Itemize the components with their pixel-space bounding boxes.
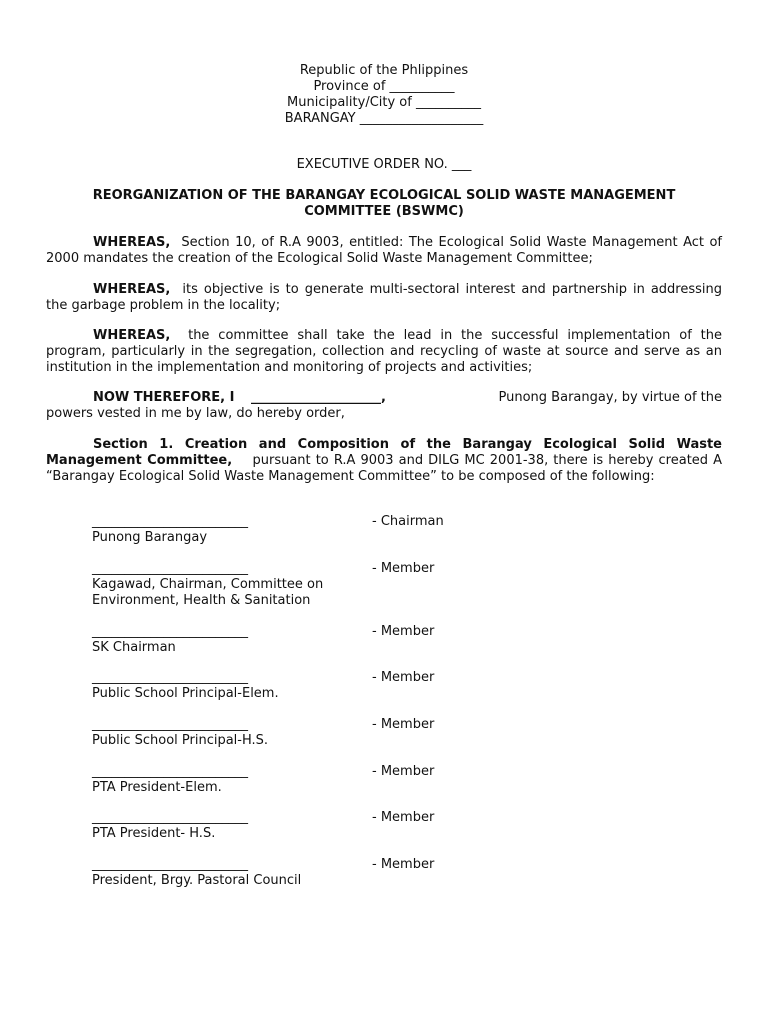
whereas-text-2: its objective is to generate multi-sectoral interest and partnership in addressing the garbage problem in the locality; [46,282,722,313]
now-therefore-line-1 [46,390,722,406]
header-municipality: Municipality/City of __________ [287,95,481,110]
member-role: - Chairman [372,514,444,529]
subject-line-1: REORGANIZATION OF THE BARANGAY ECOLOGICAL SOLID WASTE MANAGEMENT [92,188,676,203]
whereas-lead-1: WHEREAS, [93,235,171,250]
member-title: President, Brgy. Pastoral Council [92,873,302,888]
now-therefore-text-1: Punong Barangay, by virtue of the [498,390,722,405]
whereas-lead-3: WHEREAS, [93,328,171,343]
member-title: PTA President-Elem. [92,780,222,795]
member-title: Public School Principal-Elem. [92,686,279,701]
now-therefore-text-2: powers vested in me by law, do hereby order, [46,406,345,421]
punong-barangay-blank: ____________________, [250,390,386,405]
section-1-text: pursuant to R.A 9003 and DILG MC 2001-38, there is hereby created A “Barangay Ecological Solid Waste Management Committee” to be composed of the following: [46,453,723,484]
member-title: Punong Barangay [92,530,208,545]
whereas-paragraph-2 [46,282,722,314]
member-role: - Member [372,764,435,779]
whereas-paragraph-1 [46,235,722,267]
header-barangay: BARANGAY ___________________ [284,111,484,126]
signature-line: ________________________ [92,764,248,779]
signature-line: ________________________ [92,717,248,732]
section-1-lead: Section 1. Creation and Composition of the Barangay Ecological Solid Waste Management Committee, [46,437,722,468]
member-title-continued: Environment, Health & Sanitation [92,593,311,608]
member-title: Public School Principal-H.S. [92,733,269,748]
member-title: Kagawad, Chairman, Committee on [92,577,324,592]
signature-line: ________________________ [92,810,248,825]
signature-line: ________________________ [92,624,248,639]
whereas-text-1: Section 10, of R.A 9003, entitled: The Ecological Solid Waste Management Act of 2000 mandates the creation of the Ecological Solid Waste Management Committee; [46,235,722,266]
subject-line-2: COMMITTEE (BSWMC) [304,204,464,219]
whereas-paragraph-3 [46,328,722,376]
member-role: - Member [372,561,435,576]
member-role: - Member [372,857,435,872]
header-province: Province of __________ [313,79,455,94]
signature-line: ________________________ [92,857,248,872]
section-1-paragraph [46,437,722,485]
member-role: - Member [372,717,435,732]
member-role: - Member [372,670,435,685]
member-title: SK Chairman [92,640,176,655]
signature-line: ________________________ [92,514,248,529]
now-therefore-lead: NOW THEREFORE, I [93,390,235,405]
whereas-text-3: the committee shall take the lead in the successful implementation of the program, particularly in the segregation, collection and recycling of waste at source and serve as an institution in the implementation and monitoring of projects and activities; [46,328,722,375]
member-title: PTA President- H.S. [92,826,216,841]
whereas-lead-2: WHEREAS, [93,282,171,297]
member-role: - Member [372,624,435,639]
header-republic: Republic of the Phlippines [299,63,469,78]
executive-order-title: EXECUTIVE ORDER NO. ___ [296,157,472,172]
member-role: - Member [372,810,435,825]
signature-line: ________________________ [92,561,248,576]
signature-line: ________________________ [92,670,248,685]
